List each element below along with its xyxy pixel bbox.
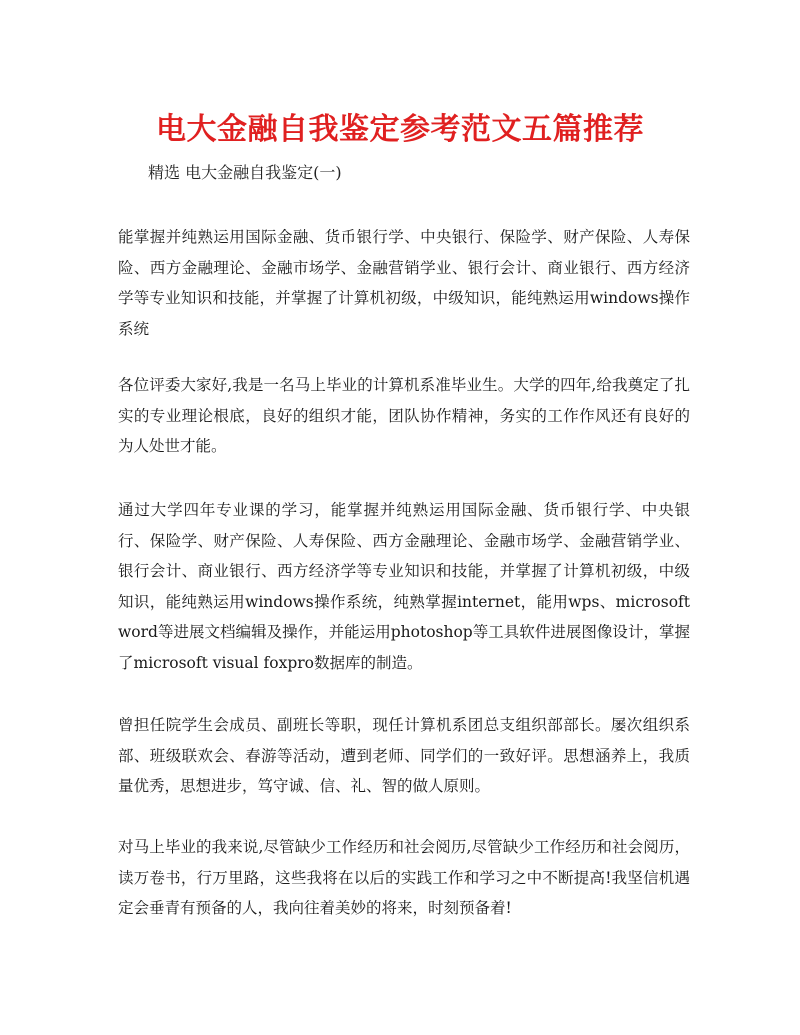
document-title: 电大金融自我鉴定参考范文五篇推荐: [156, 112, 644, 147]
document-subtitle: 精选 电大金融自我鉴定(一): [148, 163, 342, 182]
paragraph: 各位评委大家好,我是一名马上毕业的计算机系准毕业生。大学的四年,给我奠定了扎实的专业理论根底，良好的组织才能，团队协作精神，务实的工作作风还有良好的为人处世才能。: [118, 376, 690, 455]
paragraph: 曾担任院学生会成员、副班长等职，现任计算机系团总支组织部部长。屡次组织系部、班级联欢会、春游等活动，遭到老师、同学们的一致好评。思想涵养上，我质量优秀，思想进步，笃守诚、信、礼、智的做人原则。: [118, 716, 690, 795]
paragraph: 能掌握并纯熟运用国际金融、货币银行学、中央银行、保险学、财产保险、人寿保险、西方金融理论、金融市场学、金融营销学业、银行会计、商业银行、西方经济学等专业知识和技能，并掌握了计算机初级，中级知识，能纯熟运用windows操作系统: [118, 228, 690, 338]
paragraph: 对马上毕业的我来说,尽管缺少工作经历和社会阅历,尽管缺少工作经历和社会阅历，读万卷书，行万里路，这些我将在以后的实践工作和学习之中不断提高!我坚信机遇定会垂青有预备的人，我向往着美妙的将来，时刻预备着!: [118, 838, 690, 917]
paragraph: 通过大学四年专业课的学习，能掌握并纯熟运用国际金融、货币银行学、中央银行、保险学、财产保险、人寿保险、西方金融理论、金融市场学、金融营销学业、银行会计、商业银行、西方经济学等专业知识和技能，并掌握了计算机初级，中级知识，能纯熟运用windows操作系统，纯熟掌握internet，能用wps、microsoft word等进展文档编辑及操作，并能运用photoshop等工具软件进展图像设计，掌握了microsoft visual foxpro数据库的制造。: [118, 501, 690, 672]
